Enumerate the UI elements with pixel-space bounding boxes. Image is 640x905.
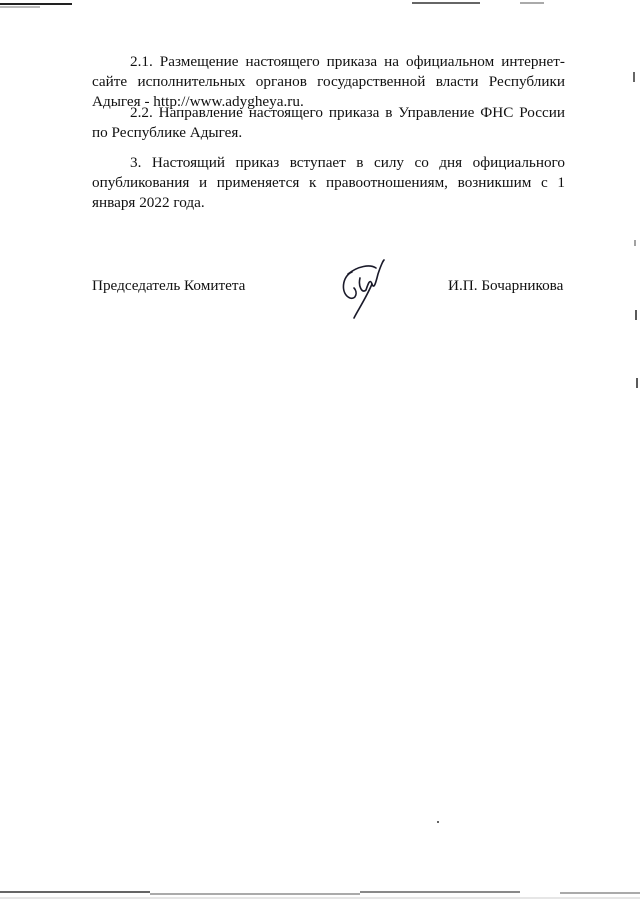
paragraph-2-2: 2.2. Направление настоящего приказа в Управление ФНС России по Республике Адыгея. [92, 104, 565, 141]
scan-artifact-top [0, 0, 640, 14]
signatory-name: И.П. Бочарникова [448, 277, 564, 294]
paragraph-3: 3. Настоящий приказ вступает в силу со дня официального опубликования и применяется к правоотношениям, возникшим с 1 января 2022 года. [92, 154, 565, 211]
scan-speck [436, 820, 440, 824]
paragraph-2-1: 2.1. Размещение настоящего приказа на официальном интернет-сайте исполнительных органов государственной власти Республики Адыгея - http://www.adygheya.ru. [92, 53, 565, 110]
signatory-role: Председатель Комитета [92, 277, 246, 294]
scan-artifact-bottom [0, 880, 640, 905]
scan-artifact-right-edge [618, 60, 640, 620]
handwritten-signature [336, 254, 390, 322]
